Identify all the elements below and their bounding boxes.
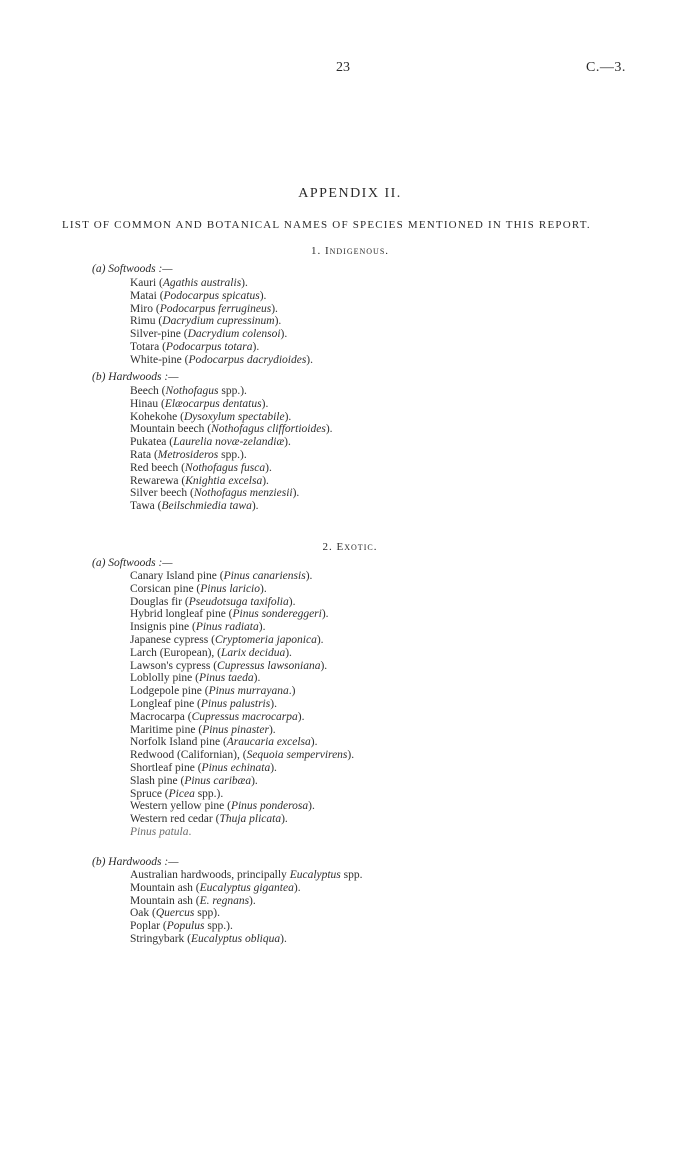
botanical-name: Podocarpus spicatus xyxy=(163,289,260,302)
entry-end: ). xyxy=(288,595,296,608)
common-name: Oak ( xyxy=(130,907,156,920)
common-name: Japanese cypress ( xyxy=(130,633,215,646)
species-entry xyxy=(130,869,363,882)
common-name: Western red cedar ( xyxy=(130,813,220,826)
section-heading-indigenous: 1. Indigenous. xyxy=(310,245,390,257)
exotic-hardwoods-list xyxy=(130,869,363,946)
species-entry xyxy=(130,882,363,895)
botanical-name: Eucalyptus xyxy=(289,869,341,881)
entry-end: ). xyxy=(249,894,256,907)
entry-end: ). xyxy=(305,570,313,582)
botanical-name: Nothofagus menziesii xyxy=(193,487,293,500)
species-entry xyxy=(130,660,354,673)
appendix-title: APPENDIX II. xyxy=(298,186,402,201)
common-name: Kauri ( xyxy=(130,277,163,289)
common-name: Longleaf pine ( xyxy=(130,697,201,710)
entry-end: ). xyxy=(325,423,333,436)
species-entry xyxy=(130,800,354,813)
entry-end: ). xyxy=(251,774,258,787)
common-name: Insignis pine ( xyxy=(130,621,196,634)
botanical-name: Podocarpus ferrugineus xyxy=(159,302,272,315)
group-heading-indigenous-softwoods: (a) Softwoods :— xyxy=(92,263,173,275)
entry-end: ). xyxy=(297,710,305,723)
species-entry xyxy=(130,449,333,462)
entry-end: ). xyxy=(310,736,318,749)
species-entry xyxy=(130,315,313,328)
species-entry xyxy=(130,411,333,424)
species-entry xyxy=(130,788,354,801)
species-entry xyxy=(130,398,333,411)
botanical-name: Pinus murrayana xyxy=(208,685,289,698)
common-name: Matai ( xyxy=(130,289,164,302)
species-entry xyxy=(130,277,313,290)
common-name: Australian hardwoods, principally xyxy=(130,869,290,881)
species-entry xyxy=(130,749,354,762)
common-name: Silver-pine ( xyxy=(130,328,188,341)
indigenous-hardwoods-list xyxy=(130,385,333,513)
common-name: Loblolly pine ( xyxy=(130,672,199,685)
botanical-name: Agathis australis xyxy=(162,277,242,289)
entry-end: ). xyxy=(293,881,301,894)
species-entry xyxy=(130,634,354,647)
entry-end: spp. xyxy=(340,869,363,881)
common-name: Spruce ( xyxy=(130,787,169,800)
common-name: Douglas fir ( xyxy=(130,595,189,608)
species-entry xyxy=(130,500,333,513)
species-entry xyxy=(130,341,313,354)
botanical-name: Beilschmiedia tawa xyxy=(161,500,252,513)
species-entry xyxy=(130,570,354,583)
botanical-name: Picea xyxy=(168,787,195,800)
entry-end: ). xyxy=(274,315,282,328)
species-entry xyxy=(130,436,333,449)
entry-end: ). xyxy=(252,340,260,353)
species-entry xyxy=(130,487,333,500)
group-heading-exotic-softwoods: (a) Softwoods :— xyxy=(92,557,173,569)
botanical-name: Pinus taeda xyxy=(199,672,254,685)
botanical-name: Pinus radiata xyxy=(195,621,259,634)
botanical-name: Nothofagus fusca xyxy=(184,461,266,474)
common-name: Rata ( xyxy=(130,448,158,461)
entry-end: ). xyxy=(280,328,288,341)
common-name: Stringybark ( xyxy=(130,932,192,945)
entry-end: ). xyxy=(258,621,266,634)
botanical-name: Dacrydium colensoi xyxy=(187,328,281,341)
list-title: LIST OF COMMON AND BOTANICAL NAMES OF SPECIES MENTIONED IN THIS REPORT. xyxy=(62,219,591,231)
species-entry xyxy=(130,775,354,788)
species-entry xyxy=(130,385,333,398)
indigenous-softwoods-list xyxy=(130,277,313,367)
species-entry xyxy=(130,826,354,839)
species-entry xyxy=(130,698,354,711)
entry-end: ). xyxy=(241,277,248,289)
common-name: Shortleaf pine ( xyxy=(130,761,202,774)
entry-end: ). xyxy=(292,487,300,500)
common-name: Beech ( xyxy=(130,385,166,397)
exotic-softwoods-list xyxy=(130,570,354,839)
botanical-name: Pinus ponderosa xyxy=(230,800,309,813)
botanical-name: Podocarpus dacrydioides xyxy=(188,353,307,366)
botanical-name: Eucalyptus obliqua xyxy=(191,932,281,945)
botanical-name: Cupressus macrocarpa xyxy=(191,710,298,723)
common-name: Larch (European), ( xyxy=(130,646,221,659)
entry-end: ). xyxy=(280,932,287,945)
botanical-name: Pinus echinata xyxy=(201,761,271,774)
common-name: Macrocarpa ( xyxy=(130,710,192,723)
species-entry xyxy=(130,672,354,685)
botanical-name: Pinus patula xyxy=(130,825,189,838)
botanical-name: Cryptomeria japonica xyxy=(214,633,317,646)
botanical-name: E. regnans xyxy=(199,894,250,907)
botanical-name: Nothofagus cliffortioides xyxy=(211,423,326,436)
botanical-name: Pinus pinaster xyxy=(202,723,269,736)
entry-end: . xyxy=(188,825,192,838)
botanical-name: Pinus laricio xyxy=(200,582,261,595)
entry-end: ). xyxy=(308,800,315,813)
species-entry xyxy=(130,475,333,488)
botanical-name: Pinus caribæa xyxy=(184,774,252,787)
common-name: Western yellow pine ( xyxy=(130,800,231,813)
entry-end: ). xyxy=(265,461,272,474)
common-name: Canary Island pine ( xyxy=(130,570,224,582)
botanical-name: Podocarpus totara xyxy=(165,340,253,353)
common-name: Red beech ( xyxy=(130,461,185,474)
entry-end: spp). xyxy=(194,907,220,920)
botanical-name: Pinus canariensis xyxy=(223,570,306,582)
species-entry xyxy=(130,423,333,436)
document-reference: C.—3. xyxy=(586,60,626,75)
species-entry xyxy=(130,933,363,946)
botanical-name: Nothofagus xyxy=(165,385,219,397)
botanical-name: Metrosideros xyxy=(157,448,219,461)
common-name: Rewarewa ( xyxy=(130,474,186,487)
common-name: White-pine ( xyxy=(130,353,189,366)
botanical-name: Pinus sondereggeri xyxy=(232,608,322,621)
species-entry xyxy=(130,647,354,660)
entry-end: ). xyxy=(347,749,355,762)
common-name: Tawa ( xyxy=(130,500,162,513)
botanical-name: Pseudotsuga taxifolia xyxy=(188,595,289,608)
botanical-name: Pinus palustris xyxy=(200,697,271,710)
section-heading-exotic: 2. Exotic. xyxy=(322,541,378,553)
botanical-name: Thuja plicata xyxy=(219,813,282,826)
species-entry xyxy=(130,596,354,609)
species-entry xyxy=(130,895,363,908)
species-entry xyxy=(130,290,313,303)
entry-end: ). xyxy=(253,672,261,685)
botanical-name: Cupressus lawsoniana xyxy=(217,659,321,672)
entry-end: ). xyxy=(268,723,276,736)
species-entry xyxy=(130,303,313,316)
entry-end: ). xyxy=(306,353,314,366)
common-name: Lodgepole pine ( xyxy=(130,685,209,698)
group-heading-exotic-hardwoods: (b) Hardwoods :— xyxy=(92,856,179,868)
botanical-name: Quercus xyxy=(155,907,195,920)
common-name: Corsican pine ( xyxy=(130,582,201,595)
common-name: Pukatea ( xyxy=(130,436,174,449)
entry-end: ). xyxy=(259,289,267,302)
common-name: Lawson's cypress ( xyxy=(130,659,218,672)
entry-end: ). xyxy=(260,582,267,595)
common-name: Mountain ash ( xyxy=(130,881,200,894)
botanical-name: Elæocarpus dentatus xyxy=(164,397,262,410)
species-entry xyxy=(130,608,354,621)
species-entry xyxy=(130,920,363,933)
species-entry xyxy=(130,711,354,724)
species-entry xyxy=(130,328,313,341)
entry-end: ). xyxy=(316,633,324,646)
entry-end: ). xyxy=(281,813,288,826)
entry-end: ). xyxy=(270,697,277,710)
botanical-name: Dacrydium cupressinum xyxy=(162,315,275,328)
group-heading-indigenous-hardwoods: (b) Hardwoods :— xyxy=(92,371,179,383)
entry-end: ). xyxy=(271,302,278,315)
botanical-name: Laurelia novæ-zelandiæ xyxy=(173,436,285,449)
common-name: Mountain beech ( xyxy=(130,423,212,436)
common-name: Kohekohe ( xyxy=(130,410,184,423)
entry-end: ). xyxy=(261,397,269,410)
entry-end: .) xyxy=(288,685,296,698)
entry-end: ). xyxy=(262,474,269,487)
species-entry xyxy=(130,462,333,475)
common-name: Poplar ( xyxy=(130,920,167,933)
entry-end: ). xyxy=(285,646,292,659)
species-entry xyxy=(130,813,354,826)
entry-end: ). xyxy=(251,500,259,513)
common-name: Mountain ash ( xyxy=(130,894,200,907)
common-name: Rimu ( xyxy=(130,315,163,328)
botanical-name: Knightia excelsa xyxy=(185,474,263,487)
species-entry xyxy=(130,621,354,634)
species-entry xyxy=(130,583,354,596)
botanical-name: Populus xyxy=(166,920,205,933)
species-entry xyxy=(130,354,313,367)
page-number: 23 xyxy=(336,60,350,75)
common-name: Hinau ( xyxy=(130,397,165,410)
botanical-name: Larix decidua xyxy=(221,646,286,659)
common-name: Slash pine ( xyxy=(130,774,185,787)
entry-end: spp.). xyxy=(194,787,224,800)
species-entry xyxy=(130,907,363,920)
botanical-name: Eucalyptus gigantea xyxy=(199,881,294,894)
common-name: Norfolk Island pine ( xyxy=(130,736,227,749)
entry-end: ). xyxy=(284,410,292,423)
common-name: Redwood (Californian), ( xyxy=(130,749,247,762)
entry-end: ). xyxy=(284,436,291,449)
botanical-name: Dysoxylum spectabile xyxy=(183,410,285,423)
species-entry xyxy=(130,724,354,737)
species-entry xyxy=(130,762,354,775)
species-entry xyxy=(130,736,354,749)
entry-end: ). xyxy=(270,761,277,774)
entry-end: spp.). xyxy=(204,920,233,933)
common-name: Totara ( xyxy=(130,340,166,353)
entry-end: spp.). xyxy=(218,385,247,397)
common-name: Miro ( xyxy=(130,302,160,315)
common-name: Maritime pine ( xyxy=(130,723,203,736)
common-name: Silver beech ( xyxy=(130,487,194,500)
common-name: Hybrid longleaf pine ( xyxy=(130,608,233,621)
entry-end: ). xyxy=(321,608,329,621)
botanical-name: Sequoia sempervirens xyxy=(246,749,348,762)
entry-end: spp.). xyxy=(218,448,247,461)
botanical-name: Araucaria excelsa xyxy=(226,736,311,749)
entry-end: ). xyxy=(320,659,328,672)
species-entry xyxy=(130,685,354,698)
